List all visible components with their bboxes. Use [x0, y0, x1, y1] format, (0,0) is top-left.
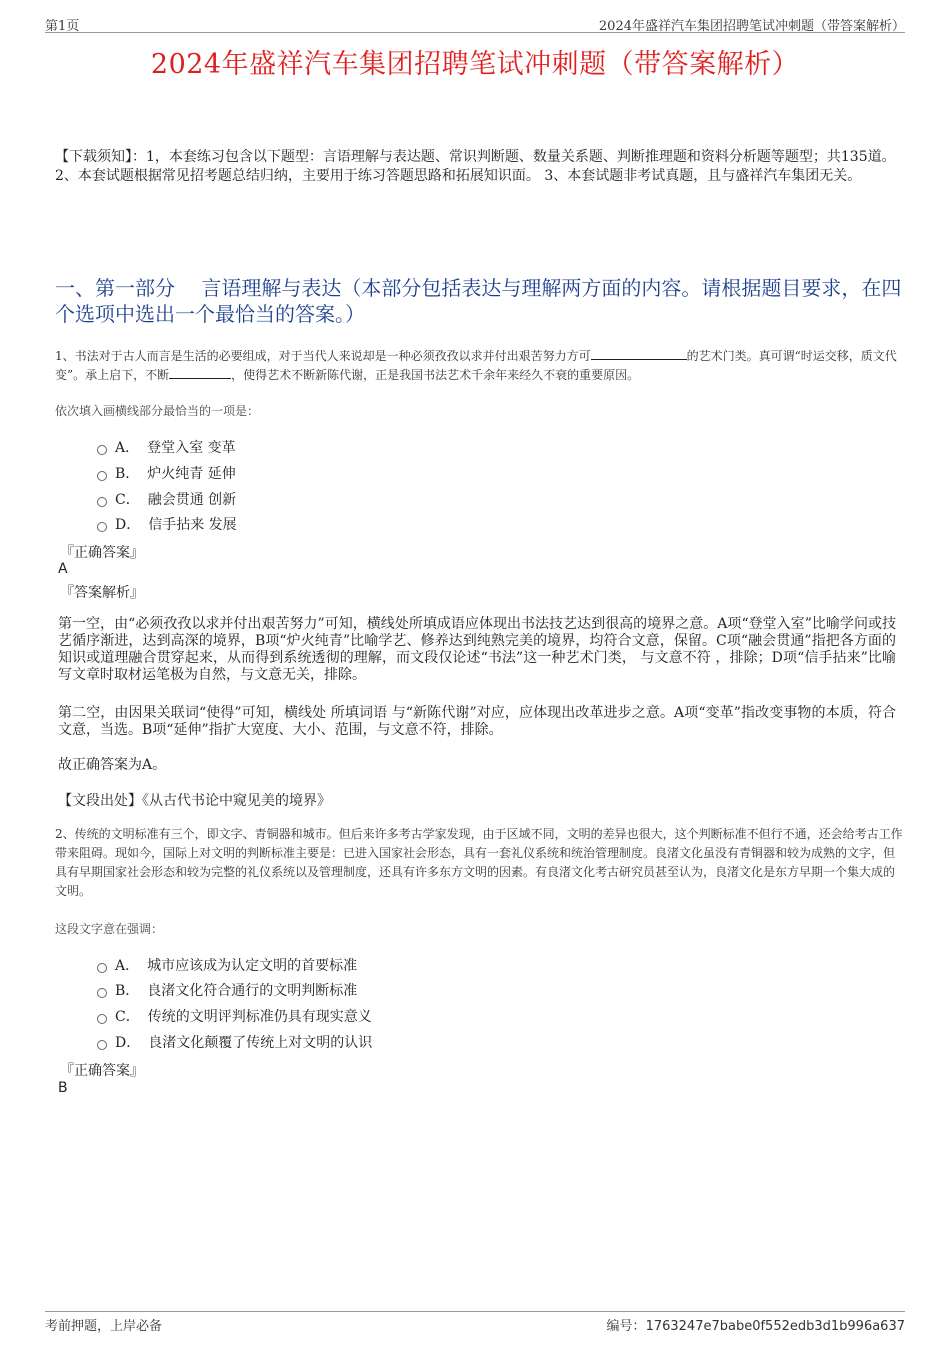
question-1-text — [55, 347, 905, 385]
page-number: 第1页 — [45, 19, 80, 34]
question-1-answer-label: 『正确答案』 — [60, 545, 144, 561]
option-letter: C． — [115, 1009, 140, 1025]
question-2-answer-label: 『正确答案』 — [60, 1063, 144, 1079]
option-letter: D． — [115, 517, 141, 533]
radio-icon[interactable] — [97, 988, 107, 998]
header-divider — [45, 32, 905, 33]
question-1-conclusion: 故正确答案为A。 — [58, 757, 167, 773]
question-1-text-part-c: ，使得艺术不断新陈代谢，正是我国书法艺术千余年来经久不衰的重要原因。 — [231, 368, 640, 382]
question-1-text-part-a: 1、书法对于古人而言是生活的必要组成，对于当代人来说却是一种必须孜孜以求并付出艰苦努力方可 — [55, 349, 591, 363]
question-2-option-c[interactable] — [97, 1006, 372, 1026]
page-title: 2024年盛祥汽车集团招聘笔试冲刺题（带答案解析） — [150, 49, 800, 80]
section-heading: 一、第一部分 言语理解与表达（本部分包括表达与理解两方面的内容。请根据题目要求，在四个选项中选出一个最恰当的答案。） — [55, 276, 902, 326]
radio-icon[interactable] — [97, 1040, 107, 1050]
question-1-analysis-label: 『答案解析』 — [60, 585, 144, 601]
question-1-text-part-b: 的艺术门类。真可谓“时运交移，质文代变”。承上启下，不断 — [55, 349, 897, 382]
radio-icon[interactable] — [97, 963, 107, 973]
radio-icon[interactable] — [97, 471, 107, 481]
option-text: 炉火纯青 延伸 — [147, 466, 236, 482]
footer-code — [607, 1315, 905, 1334]
question-2-option-d[interactable] — [97, 1032, 372, 1052]
question-1-analysis-paragraph-2: 第二空，由因果关联词“使得”可知，横线处 所填词语 与“新陈代谢”对应，应体现出改革进步之意。A项“变革”指改变事物的本质，符合文意，当选。B项“延伸”指扩大宽度、大小、范围，与文意不符，排除。 — [58, 705, 896, 738]
question-1-answer: A — [58, 561, 68, 577]
option-letter: A． — [115, 958, 140, 974]
question-1-prompt: 依次填入画横线部分最恰当的一项是： — [55, 404, 260, 418]
option-letter: B． — [115, 983, 140, 999]
question-2-option-a[interactable] — [97, 955, 357, 975]
radio-icon[interactable] — [97, 522, 107, 532]
download-notice: 【下载须知】：1，本套练习包含以下题型：言语理解与表达题、常识判断题、数量关系题、判断推理题和资料分析题等题型；共135道。 2、本套试题根据常见招考题总结归纳，主要用于练习答题思路和拓展知识面。 3、本套试题非考试真题，且与盛祥汽车集团无关。 — [55, 149, 896, 184]
fill-blank-1 — [591, 347, 687, 360]
question-2-answer: B — [58, 1080, 68, 1096]
option-text: 信手拈来 发展 — [148, 517, 237, 533]
option-letter: B． — [115, 466, 140, 482]
option-text: 城市应该成为认定文明的首要标准 — [147, 958, 358, 974]
question-2-text: 2、传统的文明标准有三个，即文字、青铜器和城市。但后来许多考古学家发现，由于区域不同，文明的差异也很大，这个判断标准不但行不通，还会给考古工作带来阻碍。现如今，国际上对文明的判断标准主要是：已进入国家社会形态，具有一套礼仪系统和统治管理制度。良渚文化虽没有青铜器和较为成熟的文字，但具有早期国家社会形态和较为完整的礼仪系统以及管理制度，还具有许多东方文明的因素。有良渚文化考古研究员甚至认为，良渚文化是东方早期一个集大成的文明。 — [55, 827, 903, 898]
question-1-analysis-paragraph-1: 第一空，由“必须孜孜以求并付出艰苦努力”可知，横线处所填成语应体现出书法技艺达到很高的境界之意。A项“登堂入室”比喻学问或技艺循序渐进，达到高深的境界，B项“炉火纯青”比喻学艺、修养达到纯熟完美的境界，均符合文意，保留。C项“融会贯通”指把各方面的知识或道理融合贯穿起来，从而得到系统透彻的理解，而文段仅论述“书法”这一种艺术门类， 与文意不符 ，排除；D项“信手拈来”比喻写文章时取材运笔极为自然，与文意无关，排除。 — [58, 616, 896, 683]
question-1-option-b[interactable] — [97, 463, 236, 483]
question-2-prompt: 这段文字意在强调： — [55, 922, 164, 936]
header-doc-title: 2024年盛祥汽车集团招聘笔试冲刺题（带答案解析） — [598, 19, 905, 34]
option-text: 良渚文化符合通行的文明判断标准 — [147, 983, 358, 999]
option-letter: D． — [115, 1035, 141, 1051]
footer-divider — [45, 1311, 905, 1312]
question-1-source: 【文段出处】《从古代书论中窥见美的境界》 — [58, 793, 331, 809]
option-text: 融会贯通 创新 — [147, 492, 237, 508]
option-text: 传统的文明评判标准仍具有现实意义 — [147, 1009, 372, 1025]
question-1-option-a[interactable] — [97, 437, 236, 457]
option-text: 良渚文化颠覆了传统上对文明的认识 — [148, 1035, 373, 1051]
radio-icon[interactable] — [97, 445, 107, 455]
footer-code-label: 编号： — [606, 1319, 646, 1334]
fill-blank-2 — [169, 366, 231, 379]
question-1-option-d[interactable] — [97, 514, 237, 534]
question-2-option-b[interactable] — [97, 980, 357, 1000]
radio-icon[interactable] — [97, 1014, 107, 1024]
question-1-option-c[interactable] — [97, 489, 236, 509]
footer-slogan: 考前押题，上岸必备 — [45, 1319, 163, 1334]
option-letter: A． — [115, 440, 140, 456]
footer-code-value: 1763247e7babe0f552edb3d1b996a637 — [645, 1319, 905, 1334]
radio-icon[interactable] — [97, 497, 107, 507]
option-letter: C． — [115, 492, 140, 508]
option-text: 登堂入室 变革 — [147, 440, 236, 456]
